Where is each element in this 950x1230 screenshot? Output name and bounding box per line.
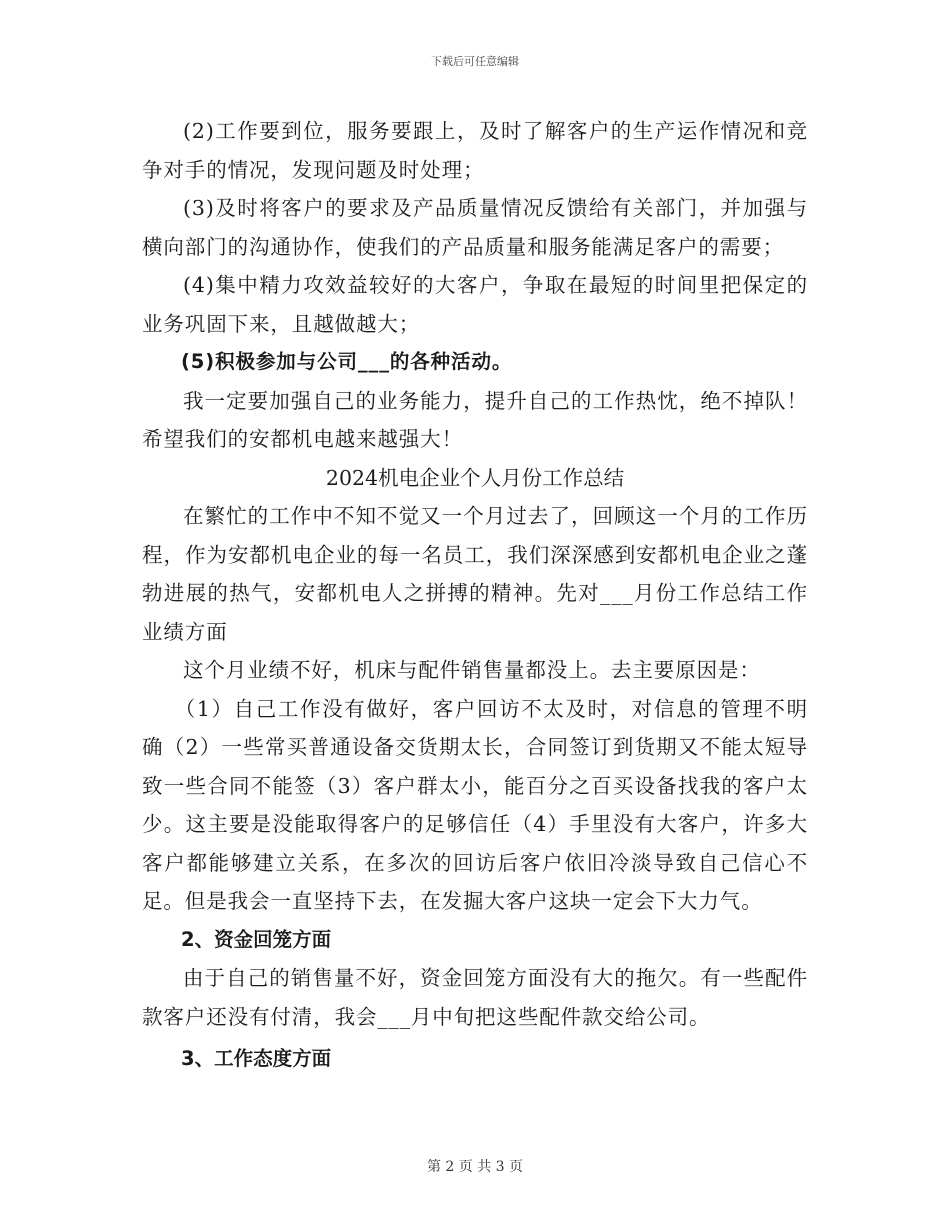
performance-reasons: （1）自己工作没有做好，客户回访不太及时，对信息的管理不明确（2）一些常买普通设备交货期太长，合同签订到货期又不能太短导致一些合同不能签（3）客户群太小，能百分之百买设备找我的客户太少。这主要是没能取得客户的足够信任（4）手里没有大客户，许多大客户都能够建立关系，在多次的回访后客户依旧冷淡导致自己信心不足。但是我会一直坚持下去，在发掘大客户这块一定会下大力气。 (142, 696, 808, 913)
heading-work-attitude: 3、工作态度方面 (181, 1047, 332, 1070)
page-footer: 第 2 页 共 3 页 (426, 1159, 524, 1175)
performance-summary: 这个月业绩不好，机床与配件销售量都没上。去主要原因是： (183, 658, 761, 682)
section-title: 2024机电企业个人月份工作总结 (325, 465, 625, 490)
page-header: 下载后可任意编辑 (431, 55, 519, 68)
closing-paragraph: 我一定要加强自己的业务能力，提升自己的工作热忱，绝不掉队！希望我们的安都机电越来越强大！ (142, 388, 808, 451)
paragraph-item-3: (3)及时将客户的要求及产品质量情况反馈给有关部门，并加强与横向部门的沟通协作，使我们的产品质量和服务能满足客户的需要； (142, 196, 808, 259)
document-body (142, 112, 808, 1079)
funds-paragraph: 由于自己的销售量不好，资金回笼方面没有大的拖欠。有一些配件款客户还没有付清，我会___月中旬把这些配件款交给公司。 (142, 966, 808, 1029)
paragraph-item-2: (2)工作要到位，服务要跟上，及时了解客户的生产运作情况和竞争对手的情况，发现问题及时处理； (142, 119, 808, 182)
paragraph-item-4: (4)集中精力攻效益较好的大客户，争取在最短的时间里把保定的业务巩固下来，且越做越大； (142, 273, 808, 336)
intro-paragraph: 在繁忙的工作中不知不觉又一个月过去了，回顾这一个月的工作历程，作为安都机电企业的每一名员工，我们深深感到安都机电企业之蓬勃进展的热气，安都机电人之拼搏的精神。先对___月份工作总结工作业绩方面 (142, 504, 808, 644)
heading-funds-recovery: 2、资金回笼方面 (181, 927, 332, 951)
paragraph-item-5: (5)积极参加与公司___的各种活动。 (181, 350, 513, 373)
